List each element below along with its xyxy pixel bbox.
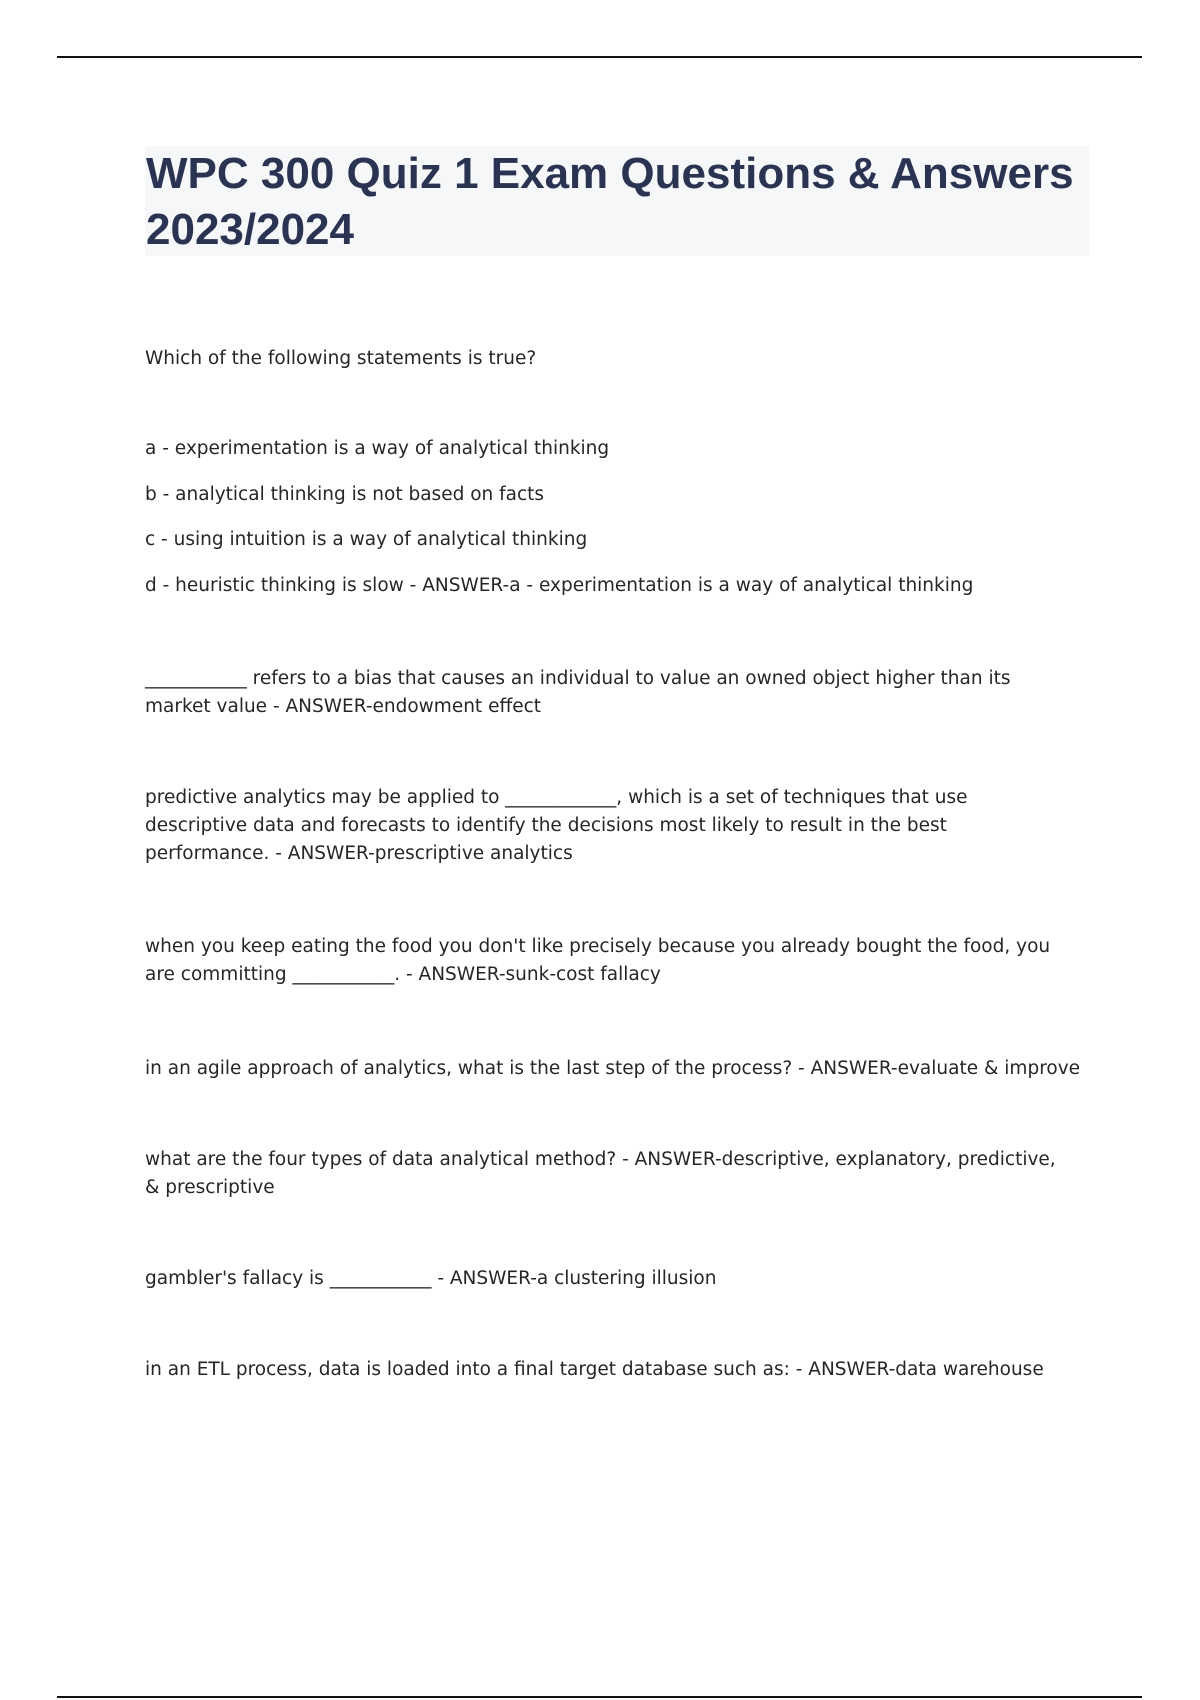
bottom-rule bbox=[57, 1696, 1142, 1698]
question-2-endowment: ___________ refers to a bias that causes an individual to value an owned object higher than its market value - ANSWER-endowment effect bbox=[145, 668, 1011, 717]
question-1-option-d-answer: d - heuristic thinking is slow - ANSWER-a - experimentation is a way of analytical thinking bbox=[145, 575, 974, 596]
question-8-etl: in an ETL process, data is loaded into a final target database such as: - ANSWER-data warehouse bbox=[145, 1359, 1044, 1380]
top-rule bbox=[57, 56, 1142, 58]
question-4-sunk-cost: when you keep eating the food you don't like precisely because you already bought the food, you are committing ___________. - ANSWER-sunk-cost fallacy bbox=[145, 936, 1051, 985]
question-1-option-c: c - using intuition is a way of analytical thinking bbox=[145, 529, 588, 550]
question-7-gambler: gambler's fallacy is ___________ - ANSWER-a clustering illusion bbox=[145, 1268, 717, 1289]
question-1-option-b: b - analytical thinking is not based on facts bbox=[145, 484, 545, 505]
question-6-analytical-methods: what are the four types of data analytical method? - ANSWER-descriptive, explanatory, predictive, & prescriptive bbox=[145, 1149, 1056, 1198]
document-title: WPC 300 Quiz 1 Exam Questions & Answers 2023/2024 bbox=[146, 149, 1074, 254]
question-1-text: Which of the following statements is true? bbox=[145, 348, 537, 369]
question-5-agile: in an agile approach of analytics, what is the last step of the process? - ANSWER-evaluate & improve bbox=[145, 1058, 1081, 1079]
question-1-option-a: a - experimentation is a way of analytical thinking bbox=[145, 438, 610, 459]
question-3-prescriptive: predictive analytics may be applied to ____________, which is a set of techniques that use descriptive data and forecasts to identify the decisions most likely to result in the best performance. - ANSWER-prescriptive analytics bbox=[145, 787, 968, 864]
